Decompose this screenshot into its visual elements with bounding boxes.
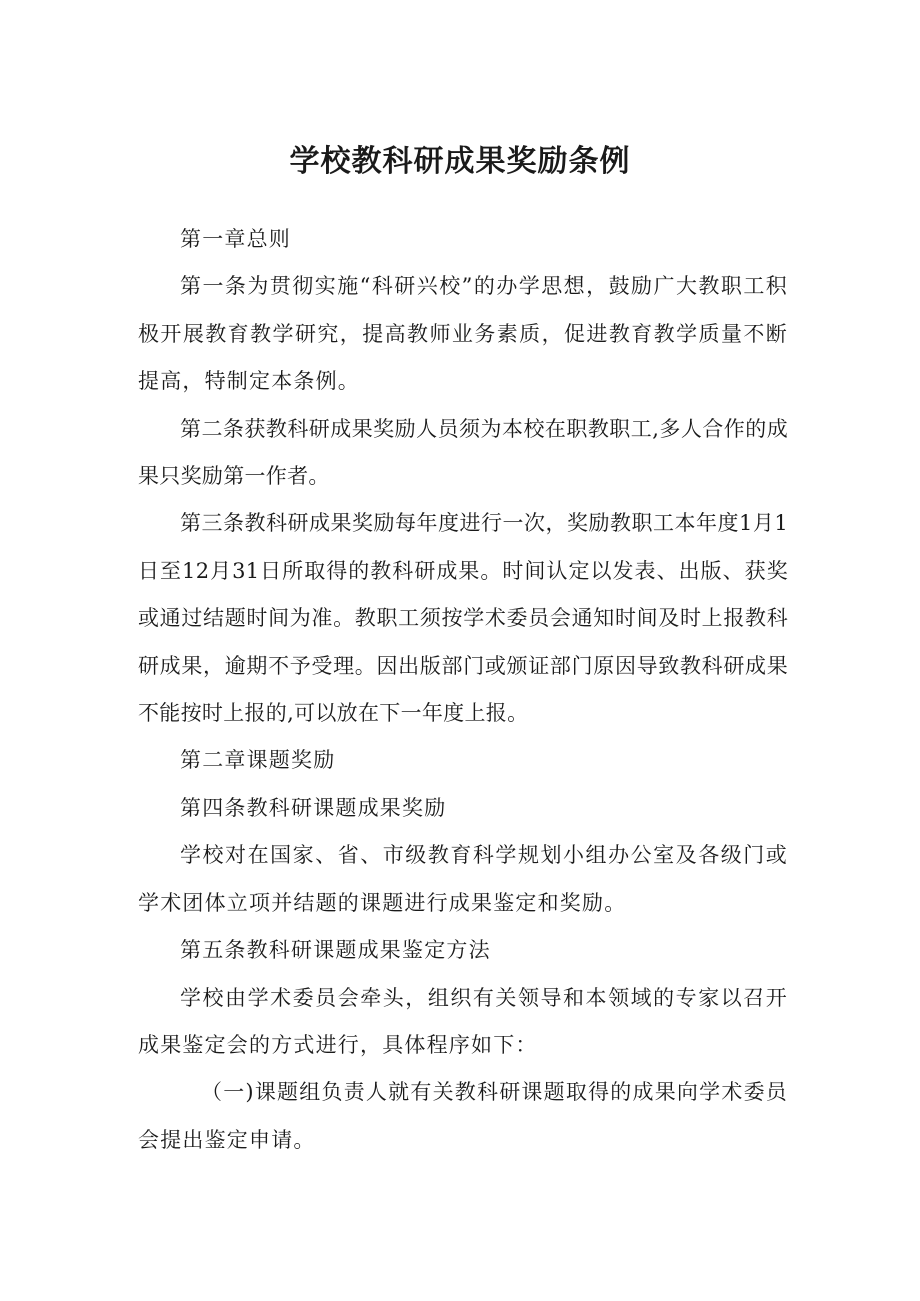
article-paragraph: 第一条为贯彻实施“科研兴校”的办学思想，鼓励广大教职工积极开展教育教学研究，提高教师业务素质，促进教育教学质量不断提高，特制定本条例。: [138, 274, 788, 394]
article-paragraph: 第二条获教科研成果奖励人员须为本校在职教职工,多人合作的成果只奖励第一作者。: [138, 416, 788, 489]
list-item-paragraph: （一)课题组负责人就有关教科研课题取得的成果向学术委员会提出鉴定申请。: [138, 1080, 788, 1152]
chapter-heading: 第二章课题奖励: [180, 748, 336, 773]
document-title: 学校教科研成果奖励条例: [289, 144, 631, 179]
article-paragraph: 学校对在国家、省、市级教育科学规划小组办公室及各级门或学术团体立项并结题的课题进行成果鉴定和奖励。: [138, 843, 788, 915]
article-heading: 第四条教科研课题成果奖励: [180, 795, 447, 820]
article-paragraph: 第三条教科研成果奖励每年度进行一次，奖励教职工本年度1月1日至12月31日所取得的教科研成果。时间认定以发表、出版、获奖或通过结题时间为准。教职工须按学术委员会通知时间及时上报教科研成果，逾期不予受理。因出版部门或颁证部门原因导致教科研成果不能按时上报的,可以放在下一年度上报。: [138, 511, 788, 726]
article-paragraph: 学校由学术委员会牵头，组织有关领导和本领域的专家以召开成果鉴定会的方式进行，具体程序如下：: [138, 985, 788, 1057]
chapter-heading: 第一章总则: [180, 227, 291, 251]
document-body: [138, 216, 788, 1164]
article-heading: 第五条教科研课题成果鉴定方法: [180, 938, 491, 963]
